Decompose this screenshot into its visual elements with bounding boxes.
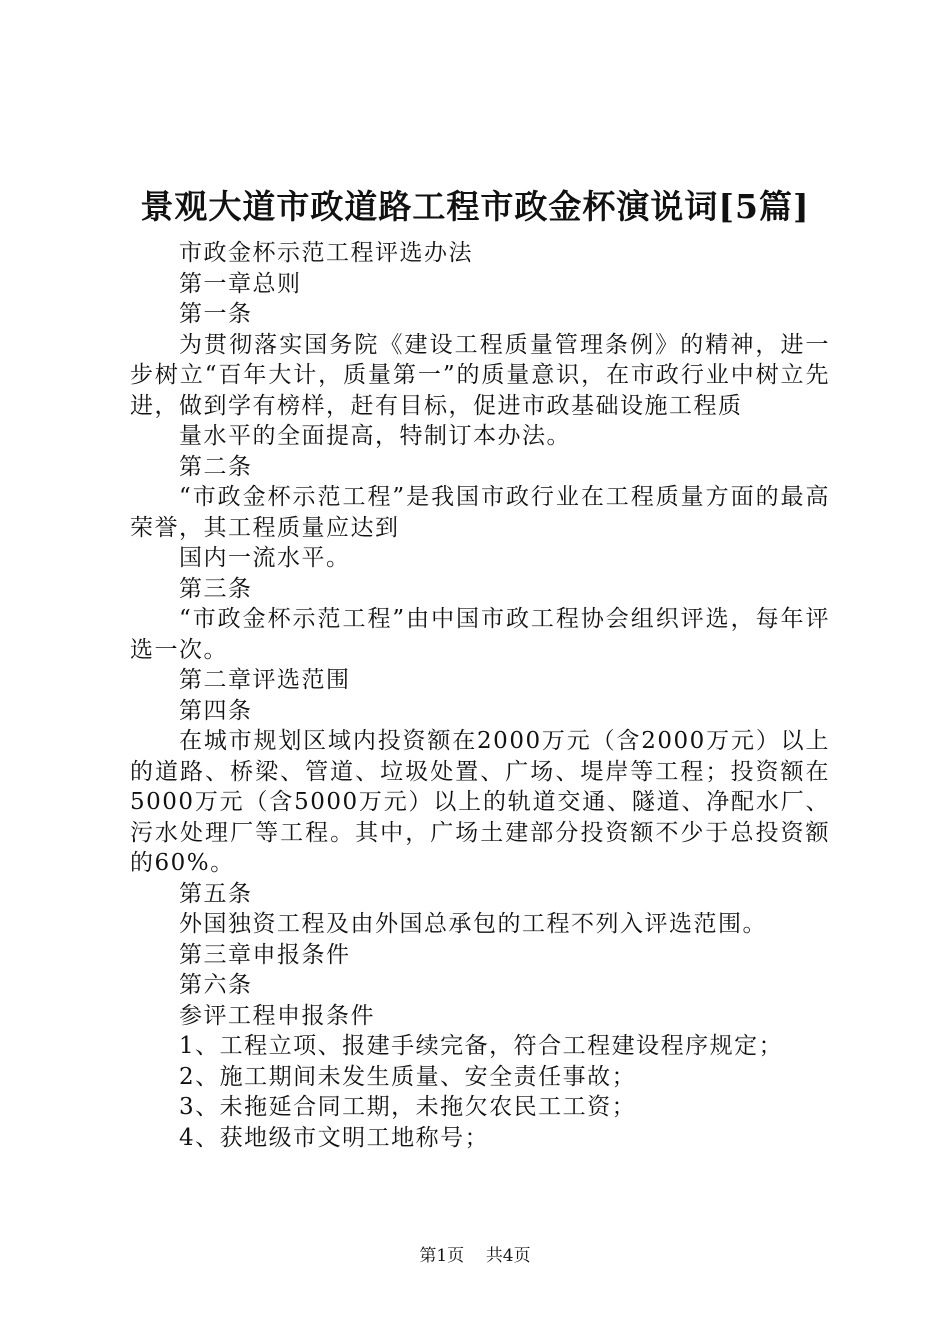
chapter-heading: 第三章申报条件	[179, 941, 351, 968]
page-total: 共4页	[485, 1246, 531, 1266]
paragraph: 量水平的全面提高，特制订本办法。	[179, 423, 571, 449]
article-heading: 第二条	[179, 453, 253, 480]
article-heading: 第五条	[179, 880, 253, 907]
article-heading: 第三条	[179, 575, 253, 602]
paragraph: 参评工程申报条件	[179, 1002, 375, 1029]
list-item: 4、获地级市文明工地称号；	[179, 1124, 490, 1151]
article-heading: 第一条	[179, 301, 253, 327]
paragraph: 国内一流水平。	[179, 545, 351, 571]
paragraph: “市政金杯示范工程”是我国市政行业在工程质量方面的最高荣誉，其工程质量应达到	[130, 484, 830, 541]
paragraph: 为贯彻落实国务院《建设工程质量管理条例》的精神，进一步树立“百年大计，质量第一”的质量意识，在市政行业中树立先进，做到学有榜样，赶有目标，促进市政基础设施工程质	[130, 331, 830, 419]
list-item: 3、未拖延合同工期，未拖欠农民工工资；	[179, 1094, 637, 1120]
paragraph: “市政金杯示范工程”由中国市政工程协会组织评选，每年评选一次。	[130, 606, 830, 663]
paragraph: 市政金杯示范工程评选办法	[179, 240, 473, 266]
list-item: 2、施工期间未发生质量、安全责任事故；	[179, 1063, 637, 1090]
paragraph: 在城市规划区域内投资额在2000万元（含2000万元）以上的道路、桥梁、管道、垃圾处置、广场、堤岸等工程；投资额在5000万元（含5000万元）以上的轨道交通、隧道、净配水厂、污水处理厂等工程。其中，广场土建部分投资额不少于总投资额的60%。	[130, 728, 830, 876]
article-heading: 第六条	[179, 972, 253, 998]
page-footer	[0, 1244, 950, 1268]
page-number: 第1页	[419, 1246, 465, 1266]
article-heading: 第四条	[179, 697, 253, 724]
list-item: 1、工程立项、报建手续完备，符合工程建设程序规定；	[179, 1033, 784, 1059]
paragraph: 外国独资工程及由外国总承包的工程不列入评选范围。	[179, 911, 767, 937]
document-body	[130, 238, 830, 1153]
chapter-heading: 第二章评选范围	[179, 667, 351, 693]
chapter-heading: 第一章总则	[179, 270, 302, 297]
document-title: 景观大道市政道路工程市政金杯演说词[5篇]	[140, 187, 810, 226]
